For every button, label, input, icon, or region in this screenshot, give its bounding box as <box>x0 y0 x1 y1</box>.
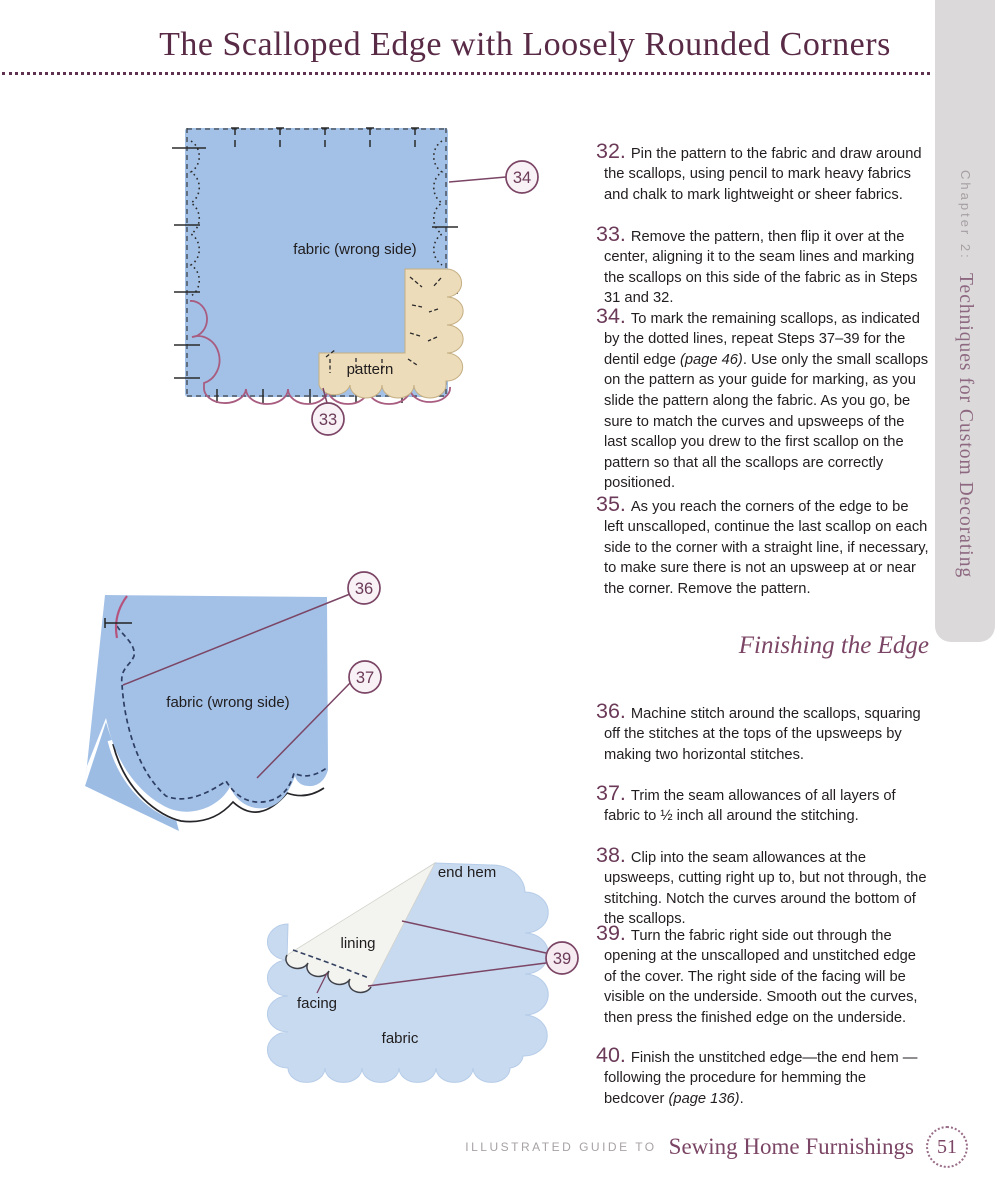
page-number-badge: 51 <box>926 1126 968 1168</box>
step-number: 40. <box>596 1042 626 1067</box>
step-number: 33. <box>596 221 626 246</box>
step-number: 32. <box>596 138 626 163</box>
chapter-tab-text <box>954 170 976 578</box>
step-39: 39. Turn the fabric right side out through the opening at the unscalloped and unstitched edge of the cover. The right side of the facing will be visible on the underside. Smooth out the curves, then press the finished edge on the underside. <box>596 920 918 1026</box>
facing-label: facing <box>296 995 338 1012</box>
chapter-number: Chapter 2: <box>958 169 973 261</box>
chapter-title: Techniques for Custom Decorating <box>955 272 976 579</box>
section-heading: Finishing the Edge <box>738 632 929 659</box>
figure-stitching-trimming <box>60 560 500 850</box>
step-33: 33. Remove the pattern, then flip it over at the center, aligning it to the seam lines and marking the scallops on this side of the fabric as in Steps 31 and 32. <box>596 221 918 307</box>
step-36: 36. Machine stitch around the scallops, squaring off the stitches at the tops of the upsweeps by making two horizontal stitches. <box>596 698 921 763</box>
fabric-label: fabric <box>381 1030 419 1047</box>
step-number: 37. <box>596 780 626 805</box>
step-34: 34. To mark the remaining scallops, as indicated by the dotted lines, repeat Steps 37–39 for the dentil edge (page 46). Use only the small scallops on the pattern as your guide for marking, as you slide the pattern along the fabric. As you go, be sure to match the curves and upsweeps of the last scallop you drew to the first scallop on the pattern so that all the scallops are correctly positioned. <box>596 303 929 492</box>
svg-text:33: 33 <box>318 411 338 429</box>
fabric-label: fabric (wrong side) <box>293 241 417 258</box>
page-title: The Scalloped Edge with Loosely Rounded Corners <box>159 26 891 63</box>
step-35: 35. As you reach the corners of the edge to be left unscalloped, continue the last scallop on each side to the corner with a straight line, if necessary, to make sure there is not an upsweep at or near the corner. Remove the pattern. <box>596 491 929 597</box>
step-32: 32. Pin the pattern to the fabric and draw around the scallops, using pencil to mark heavy fabrics and chalk to mark lightweight or sheer fabrics. <box>596 138 922 203</box>
step-number: 36. <box>596 698 626 723</box>
chapter-tab <box>935 0 995 642</box>
svg-text:37: 37 <box>355 669 375 687</box>
callout-34 <box>449 161 538 193</box>
lining-label: lining <box>340 935 376 952</box>
step-number: 35. <box>596 491 626 516</box>
page-footer <box>0 1126 968 1168</box>
step-number: 38. <box>596 842 626 867</box>
step-number: 34. <box>596 303 626 328</box>
dotted-rule <box>2 72 930 75</box>
figure-marking-scallops <box>160 115 580 445</box>
svg-text:34: 34 <box>512 169 532 187</box>
fabric-label: fabric (wrong side) <box>166 694 290 711</box>
end-hem-label: end hem <box>437 864 497 881</box>
step-40: 40. Finish the unstitched edge—the end hem —following the procedure for hemming the bedcover (page 136). <box>596 1042 918 1107</box>
svg-text:39: 39 <box>552 950 572 968</box>
svg-text:36: 36 <box>354 580 374 598</box>
book-title: Sewing Home Furnishings <box>668 1134 914 1159</box>
step-37: 37. Trim the seam allowances of all layers of fabric to ½ inch all around the stitching. <box>596 780 896 825</box>
pattern-label: pattern <box>346 361 394 378</box>
step-38: 38. Clip into the seam allowances at the upsweeps, cutting right up to, but not through, the stitching. Notch the curves around the bottom of the scallops. <box>596 842 927 928</box>
series-title: ILLUSTRATED GUIDE TO <box>465 1140 657 1154</box>
figure-finished-edge <box>230 840 590 1130</box>
step-number: 39. <box>596 920 626 945</box>
